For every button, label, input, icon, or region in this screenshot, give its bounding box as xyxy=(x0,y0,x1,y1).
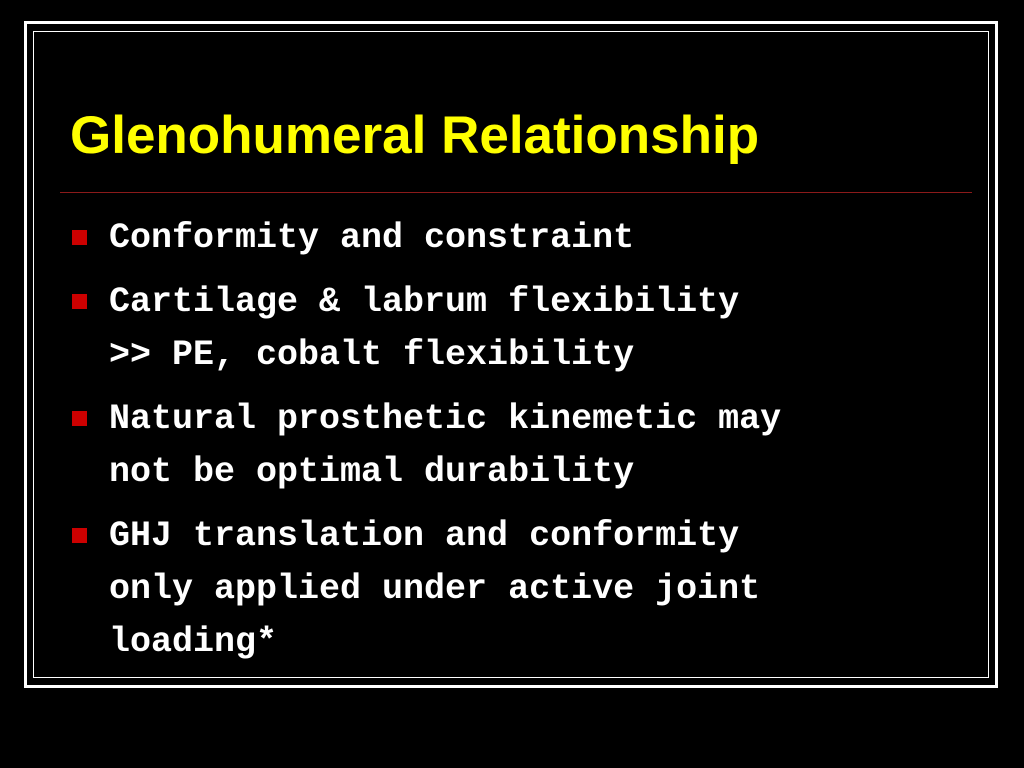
square-bullet-icon xyxy=(72,294,87,309)
square-bullet-icon xyxy=(72,230,87,245)
square-bullet-icon xyxy=(72,528,87,543)
bullet-item xyxy=(70,393,970,499)
bullet-text: Natural prosthetic kinemetic may not be optimal durability xyxy=(109,399,782,492)
slide-title: Glenohumeral Relationship xyxy=(70,106,760,165)
bullet-list xyxy=(70,212,970,680)
title-divider xyxy=(60,192,972,193)
bullet-item xyxy=(70,212,970,265)
bullet-text: Conformity and constraint xyxy=(109,218,635,258)
bullet-text: Cartilage & labrum flexibility >> PE, cobalt flexibility xyxy=(109,282,740,375)
bullet-item xyxy=(70,276,970,382)
bullet-text: GHJ translation and conformity only applied under active joint loading* xyxy=(109,516,761,662)
bullet-item xyxy=(70,510,970,669)
square-bullet-icon xyxy=(72,411,87,426)
